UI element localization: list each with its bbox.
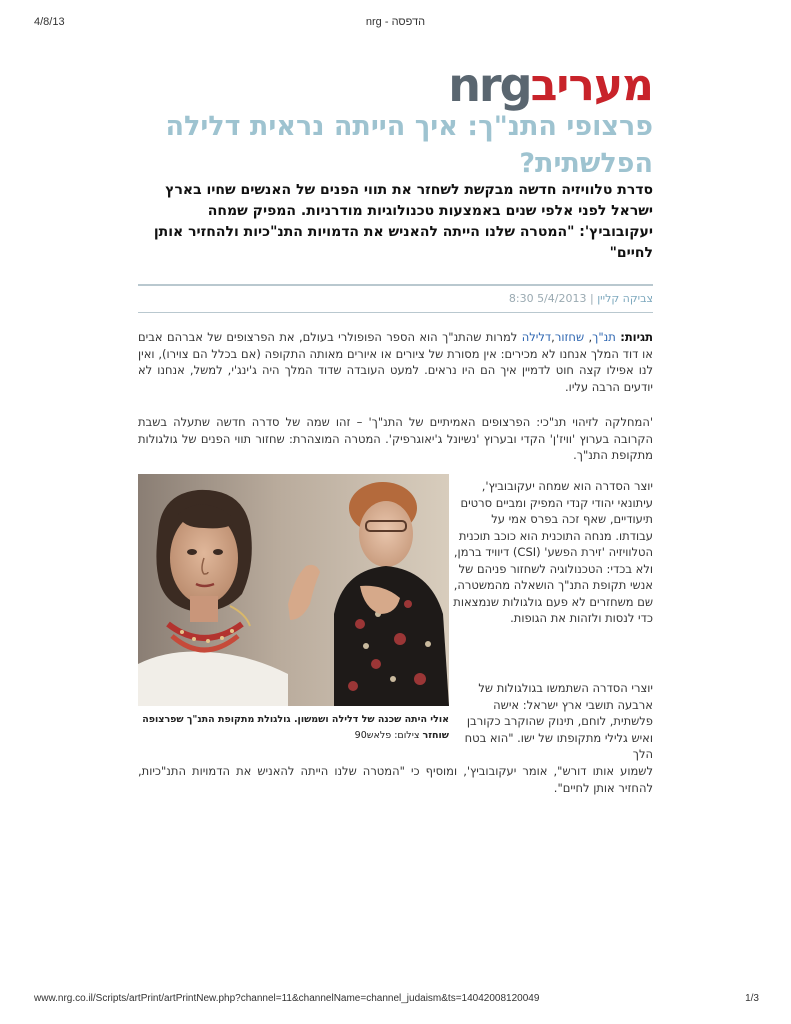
byline-divider [138,312,653,313]
tag-link-tanakh[interactable]: תנ"ך [592,330,616,344]
article-datetime: 5/4/2013 8:30 [508,292,587,305]
byline [509,292,653,305]
logo-maariv-text: מעריב [530,60,653,111]
article-photo [138,474,449,706]
paragraph-3: יוצר הסדרה הוא שמחה יעקובוביץ', עיתונאי יהודי קנדי המפיק ומביים סרטים תיעודיים, שאף זכה בפרס אמי על עבודתו. מנחה התוכנית הוא כוכב תוכנית הטלוויזיה 'זירת הפשע' (CSI) דיוויד ברמן, ולא בכדי: הטכנולוגיה לשחזור פניהם של אנשי תקופת התנ"ך הושאלה מהמשטרה, שם משחזרים לא פעם גולגולות שנמצאות כדי לנסות ולזהות את הגופות. [453,479,653,625]
paragraph-1-text: למרות שהתנ"ך הוא הספר הפופולרי בעולם, את הפרצופים של אברהם אבים או דוד המלך אנחנו לא מכירים: אין מסורת של ציורים או איורים מאותה התקופה (אם בכלל הם צוירו), ואין לנו אפילו קצה חוט לדמיין איך הם היו נראים. למעט העובדה שדוד המלך היה ג'ינג'י, למשל, אנחנו לא יודעים הרבה עליו. [138,330,653,394]
tags-label: תגיות: [620,330,654,344]
tag-link-shichzur[interactable]: שחזור [554,330,585,344]
photo-caption [138,712,449,744]
tag-link-delilah[interactable]: דלילה [521,330,552,344]
nrg-maariv-logo[interactable] [448,58,653,112]
print-date: 4/8/13 [34,16,65,28]
caption-text: אולי היתה שכנה של דלילה ושמשון. גולגולת מתקופת התנ"ך שפרצופה שוחזר [142,714,449,741]
paragraph-4-continued: לשמוע אותו דורש", אומר יעקובוביץ', ומוסיף כי "המטרה שלנו הייתה להאניש את הדמויות התנ"כיות, להחזיר אותן לחיים". [138,764,653,795]
byline-separator: | [589,292,594,305]
print-url: www.nrg.co.il/Scripts/artPrint/artPrintNew.php?channel=11&channelName=channel_judaism&ts=14042008120049 [34,993,540,1004]
logo-nrg-text: nrg [448,58,531,112]
paragraph-4-column: יוצרי הסדרה השתמשו בגולגולות של ארבעה תושבי ארץ ישראל: אישה פלשתית, לוחם, תינוק שהוקרב כקורבן ואיש גלילי מתקופתו של ישו. "הוא בטח הלך [464,681,653,761]
paragraph-2: 'המחלקה לזיהוי תנ"כי: הפרצופים האמיתיים של התנ"ך' – זהו שמה של סדרה חדשה שתעלה בשבת הקרובה בערוץ 'וויז'ן' הקדי ובערוץ 'נשיונל ג'יאוגרפיק'. המטרה המוצהרת: שחזור תווי הפנים של גולגולות מתקופת התנ"ך. [138,415,653,462]
tag-separator: , [551,330,555,344]
paragraph-1 [138,329,653,395]
article-subtitle: סדרת טלוויזיה חדשה מבקשת לשחזר את תווי הפנים של האנשים שחיו בארץ ישראל לפני אלפי שנים באמצעות טכנולוגיות מודרניות. המפיק שמחה יעקובוביץ': "המטרה שלנו הייתה להאניש את הדמויות התנ"כיות ולהחזיר אותן לחיים" [153,182,653,261]
article-title: פרצופי התנ"ך: איך הייתה נראית דלילה הפלשתית? [165,111,653,179]
photo-credit: צילום: פלאש90 [354,730,423,741]
top-divider [138,284,653,286]
tag-separator: , [588,330,593,344]
print-page-title: הדפסה - nrg [365,16,426,28]
print-page-number: 1/3 [745,993,759,1004]
author-link[interactable]: צביקה קליין [597,292,653,305]
